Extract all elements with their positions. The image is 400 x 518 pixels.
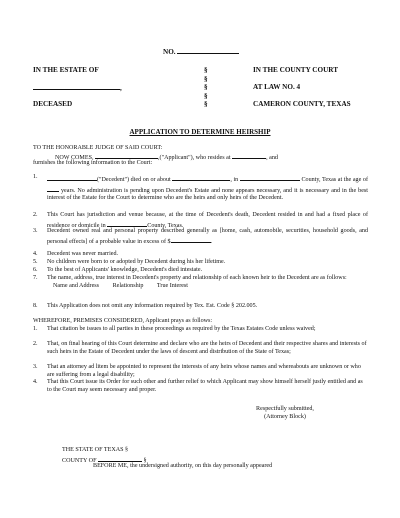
item-8-text: This Application does not omit any information required by Tex. Est. Code § 202.005.	[47, 303, 258, 309]
section-mark: §	[204, 83, 208, 91]
item-3-tail: .	[210, 238, 213, 245]
section-mark: §	[204, 66, 208, 74]
item-number: 8.	[33, 303, 38, 309]
prayer-3-text: That an attorney ad litem be appointed to represent the interests of any heirs whose names and whereabouts are unknown or who are suffering from a legal disability;	[47, 364, 361, 378]
prayer-number: 1.	[33, 326, 38, 332]
before-me-clause: BEFORE ME, the undersigned authority, on this day personally appeared	[93, 463, 273, 469]
item-number: 4.	[33, 251, 38, 257]
heir-column-interest: True Interest	[156, 282, 188, 289]
item-1	[33, 174, 368, 203]
prayer-4-text: That this Court issue its Order for such other and further relief to which Applicant may show himself herself justly entitled and as to the Court may seem necessary and proper.	[47, 379, 363, 393]
intro-applicant: ,("Applicant"), who resides at	[158, 155, 231, 161]
intro-now-comes: NOW COMES,	[55, 155, 94, 161]
applicant-residence-blank	[232, 152, 266, 159]
item-8	[33, 303, 368, 311]
death-place-blank	[240, 174, 300, 181]
cause-number-blank	[177, 47, 239, 54]
attorney-block: (Attorney Block)	[264, 413, 306, 420]
decedent-blank	[47, 174, 97, 181]
item-7-text: The name, address, true interest in Decedent's property and relationship of each known heir to the Decedent are as follows:	[47, 275, 347, 281]
item-4	[33, 251, 368, 259]
item-number: 6.	[33, 267, 38, 273]
decedent-name-line	[33, 83, 122, 92]
prayer-2-text: That, on final hearing of this Court determine and declare who are the heirs of Decedent and their respective shares and interests of such heirs in the Estate of Decedent under the laws of descent and distribution of the State of Texas;	[47, 341, 367, 355]
item-3-text: Decedent owned real and personal property described generally as [home, cash, automobile, securities, household goods, and personal effects] of a probable value in excess of $	[47, 228, 368, 245]
prayer-1-text: That citation be issues to all parties in these proceedings as required by the Texas Estates Code unless waived;	[47, 326, 316, 332]
cameron-county-label: CAMERON COUNTY, TEXAS	[253, 100, 351, 108]
notary-state: THE STATE OF TEXAS §	[62, 447, 129, 453]
prayer-3	[33, 364, 368, 379]
property-value-blank	[171, 236, 211, 243]
respectfully-submitted: Respectfully submitted,	[256, 406, 314, 412]
document-title: APPLICATION TO DETERMINE HEIRSHIP	[129, 128, 271, 136]
item-1-county: County, Texas at the age of	[301, 177, 368, 183]
section-mark: §	[204, 92, 208, 100]
notary-county-blank	[98, 455, 142, 462]
death-date-blank	[172, 174, 230, 181]
item-6	[33, 267, 368, 275]
item-3	[33, 228, 368, 246]
section-mark: §	[204, 75, 208, 83]
item-1-rest: years. No administration is pending upon Decedent's Estate and none appears necessary, and it is necessary and in the best interest of the Estate for the Court to determine who are the heirs and only heirs of the Decedent.	[47, 187, 368, 202]
item-number: 1.	[33, 174, 38, 180]
item-2-text: This Court has jurisdiction and venue because, at the time of Decedent's death, Decedent resided in and had a fixed place of residence or domicile in	[47, 212, 368, 229]
prayer-4	[33, 379, 368, 394]
item-1-died: ("Decedent") died on or about	[97, 177, 171, 183]
wherefore-clause: WHEREFORE, PREMISES CONSIDERED, Applicant prays as follows:	[33, 318, 213, 324]
section-mark: §	[204, 100, 208, 108]
prayer-number: 3.	[33, 364, 38, 370]
age-blank	[47, 185, 59, 192]
law-no-label: AT LAW NO. 4	[253, 83, 301, 91]
applicant-name-blank	[95, 152, 158, 159]
estate-of-label: IN THE ESTATE OF	[33, 66, 99, 74]
item-6-text: To the best of Applicants' knowledge, Decedent's died intestate.	[47, 267, 203, 273]
cause-number-label: NO.	[163, 48, 176, 56]
county-court-label: IN THE COUNTY COURT	[253, 66, 339, 74]
item-7	[33, 275, 368, 290]
prayer-number: 4.	[33, 379, 38, 385]
item-5	[33, 259, 368, 267]
prayer-number: 2.	[33, 341, 38, 347]
notary-county-label: COUNTY OF	[62, 458, 97, 464]
salutation: TO THE HONORABLE JUDGE OF SAID COURT:	[33, 145, 163, 151]
signature-block	[235, 406, 335, 421]
heir-column-relationship: Relationship	[112, 282, 144, 289]
item-number: 7.	[33, 275, 38, 281]
intro-line-2: furnishes the following information to the Court:	[33, 160, 153, 166]
item-number: 2.	[33, 212, 38, 218]
domicile-county-blank	[107, 220, 147, 227]
prayer-2	[33, 341, 368, 356]
deceased-label: DECEASED	[33, 100, 73, 108]
item-1-in: , in	[230, 177, 239, 183]
item-5-text: No children were born to or adopted by Decedent during his her lifetime.	[47, 259, 226, 265]
item-number: 3.	[33, 228, 38, 234]
item-4-text: Decedent was never married.	[47, 251, 119, 257]
decedent-name-comma: ,	[120, 84, 122, 92]
prayer-1	[33, 326, 368, 334]
cause-number	[163, 47, 239, 56]
notary-county-mark: §	[143, 458, 147, 464]
item-number: 5.	[33, 259, 38, 265]
item-2-tail: County, Texas.	[147, 222, 184, 229]
intro-and: , and	[266, 155, 278, 161]
heir-column-name: Name and Address	[53, 282, 100, 289]
decedent-name-blank	[33, 83, 120, 90]
